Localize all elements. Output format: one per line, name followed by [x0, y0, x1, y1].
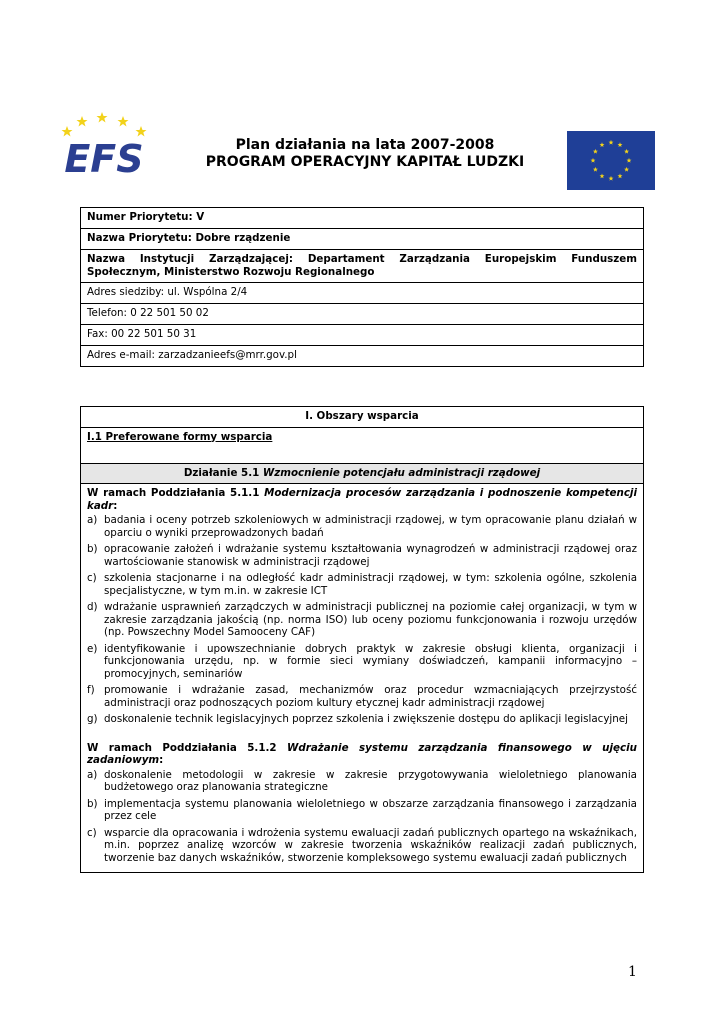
list-item-text: doskonalenie technik legislacyjnych poprzez szkolenia i zwiększenie dostępu do aplikacji legislacyjnej — [104, 713, 628, 725]
page-number: 1 — [628, 964, 637, 980]
list-item-label: c) — [87, 826, 97, 839]
priority-number: Numer Priorytetu: V — [81, 208, 644, 229]
sub-action-2-suffix: : — [159, 754, 164, 766]
sub-action-2-list — [87, 769, 637, 865]
list-item-label: a) — [87, 768, 98, 781]
subsection-title: I.1 Preferowane formy wsparcia — [87, 430, 273, 443]
section-title: I. Obszary wsparcia — [81, 407, 644, 428]
list-item-label: a) — [87, 514, 98, 526]
support-areas-table — [80, 406, 644, 873]
priority-name: Nazwa Priorytetu: Dobre rządzenie — [81, 229, 644, 250]
list-item — [87, 827, 637, 865]
list-item-text: wsparcie dla opracowania i wdrożenia systemu ewaluacji zadań publicznych opartego na wskaźnikach, m.in. poprzez analizę wzorców w zakresie tworzenia wskaźników realizacji zadań publicznych, tworzenie baz danych wskaźników, stworzenie kompleksowego systemu ewaluacji zadań publicznych — [104, 826, 637, 864]
action-content — [81, 484, 644, 873]
address: Adres siedziby: ul. Wspólna 2/4 — [81, 283, 644, 304]
list-item-text: wdrażanie usprawnień zarządczych w administracji publicznej na poziomie całej organizacji, w tym w zakresie zarządzania jakością (np. norma ISO) lub oceny poziomu funkcjonowania i rozwoju urzędów (np. Powszechny Model Samooceny CAF) — [104, 601, 637, 638]
list-item — [87, 543, 637, 568]
list-item — [87, 572, 637, 597]
managing-institution — [81, 250, 644, 283]
sub-action-1-list — [87, 514, 637, 726]
list-item-text: identyfikowanie i upowszechnianie dobrych praktyk w zakresie obsługi klienta, organizacji i funkcjonowania urzędu, np. w formie sieci wymiany doświadczeń, kampanii informacyjno – promocyjnych, seminariów — [104, 642, 637, 680]
sub-action-1-heading — [87, 487, 637, 512]
title-line-1: Plan działania na lata 2007-2008 — [235, 137, 495, 153]
list-item-label: b) — [87, 797, 98, 810]
list-item — [87, 713, 637, 726]
list-item-text: doskonalenie metodologii w zakresie w zakresie przygotowywania wieloletniego planowania budżetowego oraz planowania strategiczne — [104, 768, 637, 793]
list-item — [87, 684, 637, 709]
list-item-label: g) — [87, 713, 98, 725]
list-item — [87, 643, 637, 681]
list-item — [87, 769, 637, 794]
email: Adres e-mail: zarzadzanieefs@mrr.gov.pl — [81, 346, 644, 367]
list-item-label: e) — [87, 642, 98, 655]
eu-flag — [567, 131, 655, 190]
sub-action-1-prefix: W ramach Poddziałania 5.1.1 — [87, 487, 265, 499]
list-item-text: szkolenia stacjonarne i na odległość kadr administracji rządowej, w tym: szkolenia ogólne, szkolenia specjalistyczne, w tym m.in. w zakresie ICT — [104, 572, 637, 597]
list-item-text: badania i oceny potrzeb szkoleniowych w administracji rządowej, w tym opracowanie planu działań w oparciu o wyniki przeprowadzonych badań — [104, 514, 637, 539]
institution-line-1: Nazwa Instytucji Zarządzającej: Departament Zarządzania Europejskim Funduszem — [87, 253, 637, 265]
list-item-label: f) — [87, 684, 95, 696]
sub-action-1-name: Modernizacja procesów zarządzania i podnoszenie kompetencji kadr — [87, 487, 637, 512]
list-item-label: c) — [87, 572, 97, 584]
list-item — [87, 514, 637, 539]
list-item-text: opracowanie założeń i wdrażanie systemu kształtowania wynagrodzeń w administracji rządowej oraz wartościowanie stanowisk w administracji rządowej — [104, 543, 637, 568]
efs-logo — [57, 110, 152, 178]
phone: Telefon: 0 22 501 50 02 — [81, 304, 644, 325]
list-item — [87, 601, 637, 639]
action-name: Wzmocnienie potencjału administracji rządowej — [262, 466, 541, 479]
list-item-text: promowanie i wdrażanie zasad, mechanizmów oraz procedur wzmacniających przejrzystość administracji oraz podnoszących poziom kultury etycznej kadr administracji rządowej — [104, 684, 637, 709]
page-title — [180, 137, 550, 171]
action-prefix: Działanie 5.1 — [183, 466, 263, 479]
sub-action-1-suffix: : — [113, 499, 118, 512]
subsection-cell — [81, 427, 644, 463]
list-item-label: b) — [87, 543, 98, 555]
title-line-2: PROGRAM OPERACYJNY KAPITAŁ LUDZKI — [205, 154, 525, 170]
sub-action-2-heading — [87, 742, 637, 767]
sub-action-2-prefix: W ramach Poddziałania 5.1.2 — [87, 741, 288, 754]
institution-line-2: Społecznym, Ministerstwo Rozwoju Regionalnego — [87, 265, 375, 278]
list-item-label: d) — [87, 601, 98, 613]
action-header — [81, 463, 644, 484]
priority-info-table — [80, 207, 644, 367]
list-item — [87, 798, 637, 823]
fax: Fax: 00 22 501 50 31 — [81, 325, 644, 346]
sub-action-2-name: Wdrażanie systemu zarządzania finansowego w ujęciu zadaniowym — [87, 741, 637, 766]
efs-logo-text: EFS — [64, 137, 144, 178]
list-item-text: implementacja systemu planowania wieloletniego w obszarze zarządzania finansowego i zarządzania przez cele — [104, 797, 637, 822]
